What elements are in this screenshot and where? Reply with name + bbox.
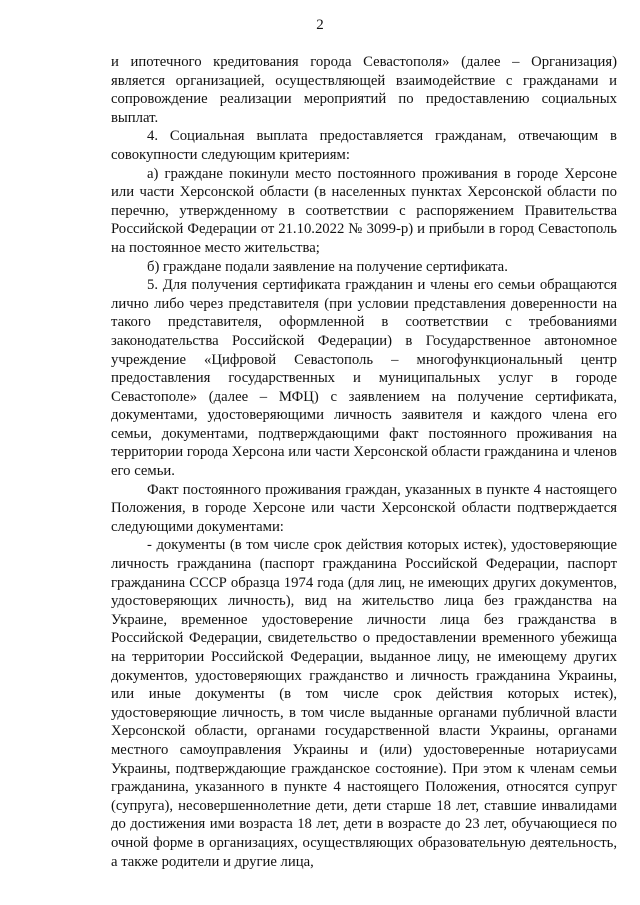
page-number: 2 bbox=[316, 17, 324, 33]
paragraph-organization-intro: и ипотечного кредитования города Севастополя» (далее – Организация) является организацией, осуществляющей взаимодействие с гражданами и сопровождение реализации мероприятий по предоставлению социальных выплат. bbox=[111, 54, 617, 126]
paragraph-criterion-b: б) граждане подали заявление на получение сертификата. bbox=[147, 258, 508, 275]
document-body bbox=[111, 53, 617, 871]
paragraph-residence-fact: Факт постоянного проживания граждан, указанных в пункте 4 настоящего Положения, в городе Херсоне или части Херсонской области подтверждается следующими документами: bbox=[111, 481, 617, 535]
paragraph-item-4: 4. Социальная выплата предоставляется гражданам, отвечающим в совокупности следующим критериям: bbox=[111, 128, 617, 163]
paragraph-item-5: 5. Для получения сертификата гражданин и члены его семьи обращаются лично либо через представителя (при условии представления доверенности на такого представителя, оформленной в соответствии с требованиями законодательства Российской Федерации) в Государственное автономное учреждение «Цифровой Севастополь – многофункциональный центр предоставления государственных и муниципальных услуг в городе Севастополе» (далее – МФЦ) с заявлением на получение сертификата, документами, удостоверяющими личность заявителя и каждого члена его семьи, документами, подтверждающими факт постоянного проживания на территории города Херсона или части Херсонской области гражданина и членов его семьи. bbox=[111, 277, 617, 480]
paragraph-identity-documents: - документы (в том числе срок действия которых истек), удостоверяющие личность гражданина (паспорт гражданина Российской Федерации, паспорт гражданина СССР образца 1974 года (для лиц, не имеющих других документов, удостоверяющих личность), вид на жительство лица без гражданства на Украине, временное удостоверение личности лица без гражданства в Российской Федерации, свидетельство о предоставлении временного убежища на территории Российской Федерации, выданное лицу, не имеющему других документов, удостоверяющих гражданство и личность гражданина Украины, или иные документы (в том числе срок действия которых истек), удостоверяющие личность, в том числе выданные органами публичной власти Херсонской области, органами государственной власти Украины, органами местного самоуправления Украины и (или) удостоверенные нотариусами Украины, подтверждающие гражданское состояние). При этом к членам семьи гражданина, указанного в пункте 4 настоящего Положения, относятся супруг (супруга), несовершеннолетние дети, дети старше 18 лет, ставшие инвалидами до достижения ими возраста 18 лет, дети в возрасте до 23 лет, обучающиеся по очной форме в организациях, осуществляющих образовательную деятельность, а также родители и другие лица, bbox=[111, 537, 617, 870]
paragraph-criterion-a: а) граждане покинули место постоянного проживания в городе Херсоне или части Херсонской области (в населенных пунктах Херсонской области по перечню, утвержденному в соответствии с распоряжением Правительства Российской Федерации от 21.10.2022 № 3099-р) и прибыли в город Севастополь на постоянное место жительства; bbox=[111, 165, 617, 256]
